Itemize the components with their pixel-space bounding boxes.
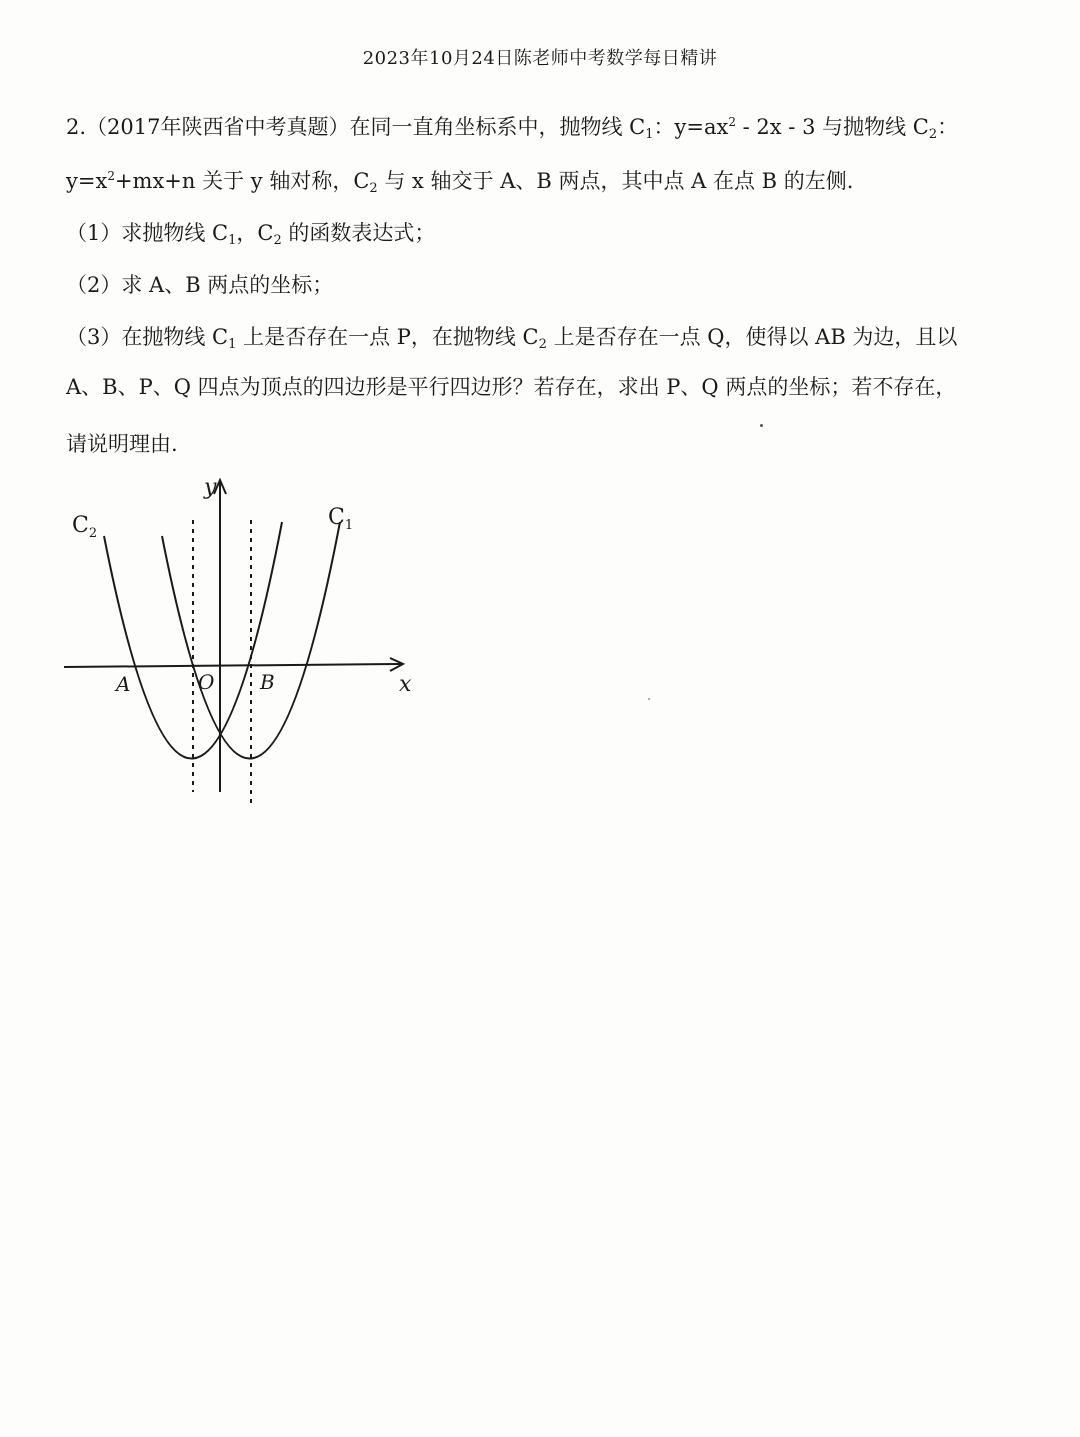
c2-subscript: 2 (928, 127, 938, 142)
question-3 (66, 322, 1026, 352)
c1-exponent: 2 (728, 115, 736, 129)
question-2: （2）求 A、B 两点的坐标； (66, 273, 334, 297)
y-axis-label: y (204, 475, 217, 500)
point-a-label: A (116, 672, 131, 696)
q3-text-c: 上是否存在一点 Q，使得以 AB 为边，且以 (546, 325, 958, 349)
c1-subscript: 1 (645, 127, 654, 142)
c1-label: $C_1$ (328, 505, 354, 533)
x-axis (64, 664, 402, 667)
q3-sub-1: 1 (228, 337, 237, 352)
question-3-line-2: A、B、P、Q 四点为顶点的四边形是平行四边形？若存在，求出 P、Q 两点的坐标；若不存在， (66, 375, 957, 399)
question-1 (66, 218, 1026, 248)
c2-exponent: 2 (107, 169, 115, 183)
c2-equation-rest: +mx+n 关于 y 轴对称，C (114, 169, 370, 193)
page-header: 2023年10月24日陈老师中考数学每日精讲 (362, 48, 718, 69)
scan-speck (648, 698, 650, 700)
line2-end: 与 x 轴交于 A、B 两点，其中点 A 在点 B 的左侧. (377, 169, 854, 193)
q1-sub-2: 2 (273, 233, 282, 248)
q1-sub-1: 1 (228, 233, 237, 248)
point-b-label: B (260, 670, 275, 694)
c2-equation-start: y=x (66, 169, 108, 193)
q1-text-b: ，C (236, 221, 274, 245)
c2-label: $C_2$ (72, 513, 98, 541)
c1-equation-rest: - 2x - 3 与抛物线 C (735, 115, 929, 139)
problem-line-2 (66, 166, 1026, 196)
c2-subscript-2: 2 (369, 181, 378, 196)
problem-line-1 (66, 112, 1026, 142)
q1-text-c: 的函数表达式； (281, 221, 436, 245)
origin-label: O (198, 670, 215, 694)
parabola-figure (60, 472, 420, 812)
problem-prefix: 2.（2017年陕西省中考真题）在同一直角坐标系中，抛物线 C (66, 115, 646, 139)
q1-text-a: （1）求抛物线 C (66, 221, 229, 245)
line1-colon: ： (937, 115, 959, 139)
scan-speck (760, 424, 763, 427)
x-axis-label: x (399, 672, 412, 697)
q3-sub-2: 2 (538, 337, 547, 352)
question-3-line-3: 请说明理由. (66, 432, 178, 456)
c1-equation-start: ：y=ax (653, 115, 729, 139)
q3-text-a: （3）在抛物线 C (66, 325, 229, 349)
q3-text-b: 上是否存在一点 P，在抛物线 C (236, 325, 539, 349)
